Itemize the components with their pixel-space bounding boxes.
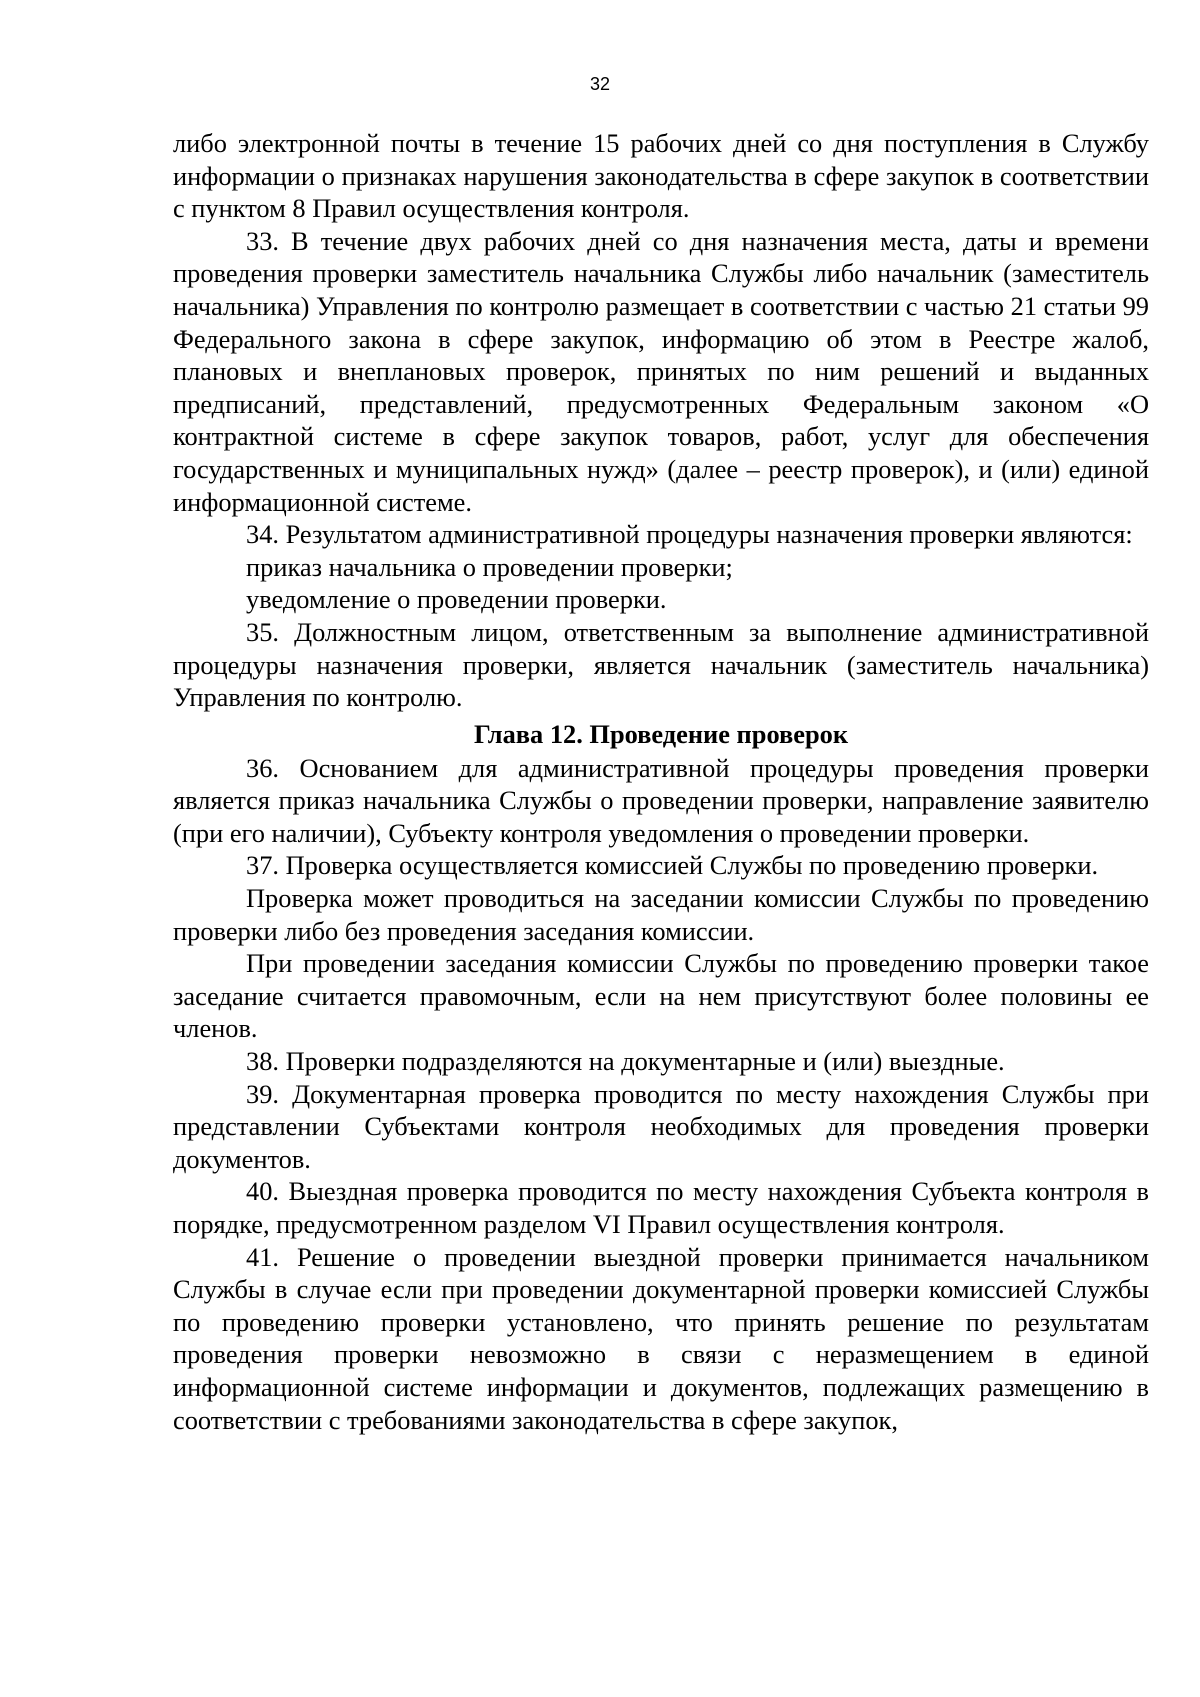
- document-body: [173, 127, 1149, 1436]
- paragraph-39: 39. Документарная проверка проводится по месту нахождения Службы при представлении Субъектами контроля необходимых для проведения проверки документов.: [173, 1078, 1149, 1174]
- paragraph-34: 34. Результатом административной процедуры назначения проверки являются:: [246, 519, 1133, 550]
- paragraph-33: 33. В течение двух рабочих дней со дня назначения места, даты и времени проведения проверки заместитель начальника Службы либо начальник (заместитель начальника) Управления по контролю размещает в соответствии с частью 21 статьи 99 Федерального закона в сфере закупок, информацию об этом в Реестре жалоб, плановых и внеплановых проверок, принятых по ним решений и выданных предписаний, представлений, предусмотренных Федеральным законом «О контрактной системе в сфере закупок товаров, работ, услуг для обеспечения государственных и муниципальных нужд» (далее – реестр проверок), и (или) единой информационной системе.: [173, 225, 1149, 517]
- paragraph-34-item-order: приказ начальника о проведении проверки;: [246, 551, 733, 582]
- paragraph-37: 37. Проверка осуществляется комиссией Службы по проведению проверки.: [246, 850, 1099, 881]
- chapter-heading: Глава 12. Проведение проверок: [473, 718, 849, 749]
- paragraph-40: 40. Выездная проверка проводится по месту нахождения Субъекта контроля в порядке, предусмотренном разделом VI Правил осуществления контроля.: [173, 1176, 1149, 1239]
- paragraph-37-quorum: При проведении заседания комиссии Службы по проведению проверки такое заседание считается правомочным, если на нем присутствуют более половины ее членов.: [173, 948, 1149, 1044]
- paragraph-37-remote: Проверка может проводиться на заседании комиссии Службы по проведению проверки либо без проведения заседания комиссии.: [173, 883, 1149, 946]
- paragraph-36: 36. Основанием для административной процедуры проведения проверки является приказ начальника Службы о проведении проверки, направление заявителю (при его наличии), Субъекту контроля уведомления о проведении проверки.: [173, 752, 1149, 848]
- paragraph-continuation: либо электронной почты в течение 15 рабочих дней со дня поступления в Службу информации о признаках нарушения законодательства в сфере закупок в соответствии с пунктом 8 Правил осуществления контроля.: [173, 128, 1149, 224]
- paragraph-38: 38. Проверки подразделяются на документарные и (или) выездные.: [246, 1046, 1005, 1077]
- paragraph-34-item-notice: уведомление о проведении проверки.: [246, 584, 667, 615]
- page-number: 32: [589, 74, 611, 94]
- paragraph-35: 35. Должностным лицом, ответственным за выполнение административной процедуры назначения проверки, является начальник (заместитель начальника) Управления по контролю.: [173, 616, 1149, 713]
- paragraph-41: 41. Решение о проведении выездной проверки принимается начальником Службы в случае если при проведении документарной проверки комиссией Службы по проведению проверки установлено, что принять решение по результатам проведения проверки невозможно в связи с неразмещением в единой информационной системе информации и документов, подлежащих размещению в соответствии с требованиями законодательства в сфере закупок,: [173, 1241, 1149, 1435]
